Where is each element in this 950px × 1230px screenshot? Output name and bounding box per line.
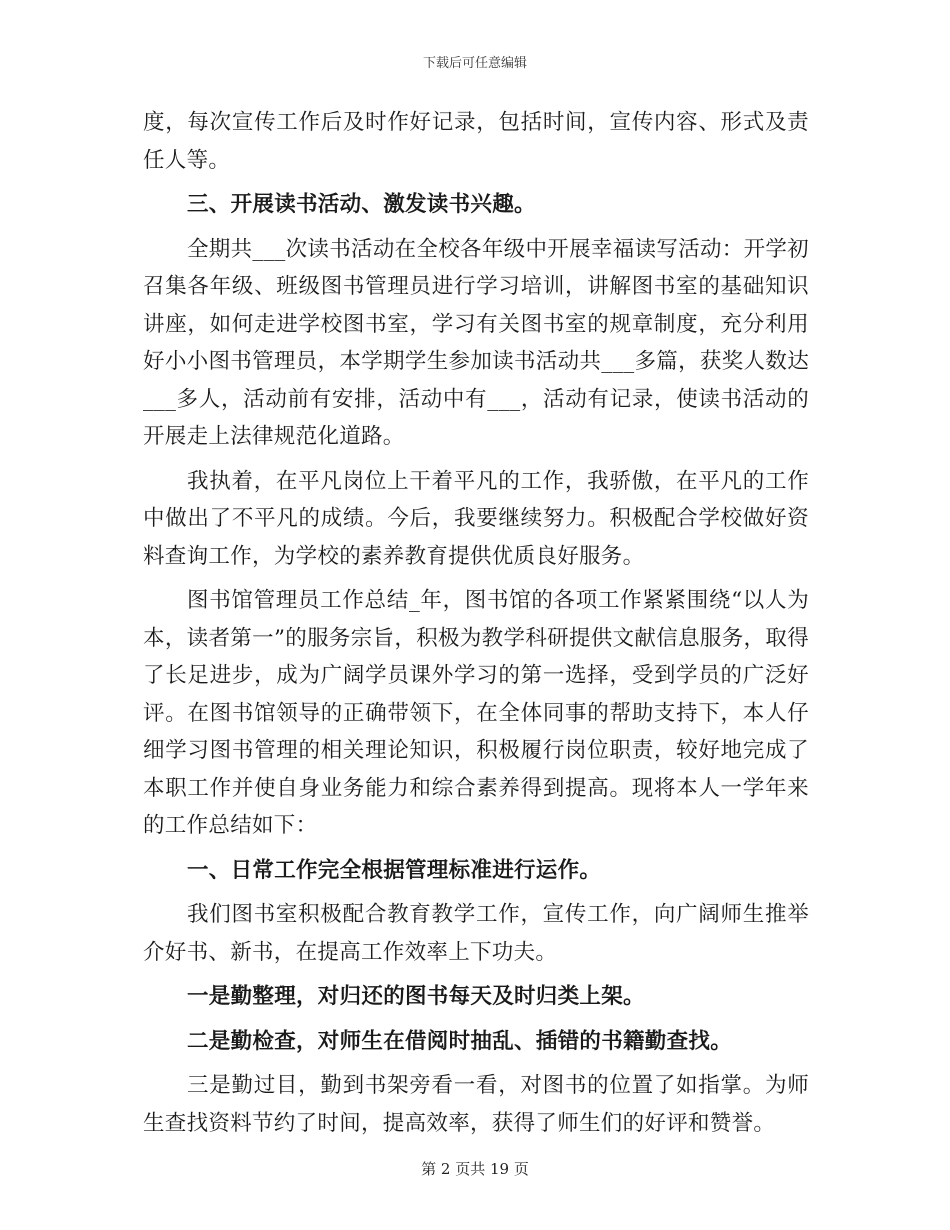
paragraph-reading-activities: 全期共___次读书活动在全校各年级中开展幸福读写活动：开学初召集各年级、班级图书管理员进行学习培训，讲解图书室的基础知识讲座，如何走进学校图书室，学习有关图书室的规章制度，充分利用好小小图书管理员，本学期学生参加读书活动共___多篇，获奖人数达___多人，活动前有安排，活动中有___，活动有记录，使读书活动的开展走上法律规范化道路。 <box>143 236 809 449</box>
paragraph-persistence: 我执着，在平凡岗位上干着平凡的工作，我骄傲，在平凡的工作中做出了不平凡的成绩。今后，我要继续努力。积极配合学校做好资料查询工作，为学校的素养教育提供优质良好服务。 <box>143 468 809 569</box>
paragraph-library-summary: 图书馆管理员工作总结_年，图书馆的各项工作紧紧围绕“以人为本，读者第一”的服务宗旨，积极为教学科研提供文献信息服务，取得了长足进步，成为广阔学员课外学习的第一选择，受到学员的广泛好评。在图书馆领导的正确带领下，在全体同事的帮助支持下，本人仔细学习图书管理的相关理论知识，积极履行岗位职责，较好地完成了本职工作并使自身业务能力和综合素养得到提高。现将本人一学年来的工作总结如下： <box>143 588 809 838</box>
point-three-review: 三是勤过目，勤到书架旁看一看，对图书的位置了如指掌。为师生查找资料节约了时间，提高效率，获得了师生们的好评和赞誉。 <box>143 1073 809 1136</box>
point-two-check: 二是勤检查，对师生在借阅时抽乱、插错的书籍勤查找。 <box>187 1028 733 1054</box>
page-header: 下载后可任意编辑 <box>422 56 527 71</box>
section-heading-daily-work: 一、日常工作完全根据管理标准进行运作。 <box>187 857 602 883</box>
section-heading-reading-activities: 三、开展读书活动、激发读书兴趣。 <box>187 192 536 217</box>
paragraph-cooperation: 我们图书室积极配合教育教学工作，宣传工作，向广阔师生推举介好书、新书，在提高工作效率上下功夫。 <box>143 902 809 965</box>
point-one-organize: 一是勤整理，对归还的图书每天及时归类上架。 <box>187 984 645 1009</box>
paragraph-continuation: 度，每次宣传工作后及时作好记录，包括时间，宣传内容、形式及责任人等。 <box>143 110 809 173</box>
page-number: 第 2 页共 19 页 <box>421 1160 529 1178</box>
document-body <box>143 104 809 1142</box>
